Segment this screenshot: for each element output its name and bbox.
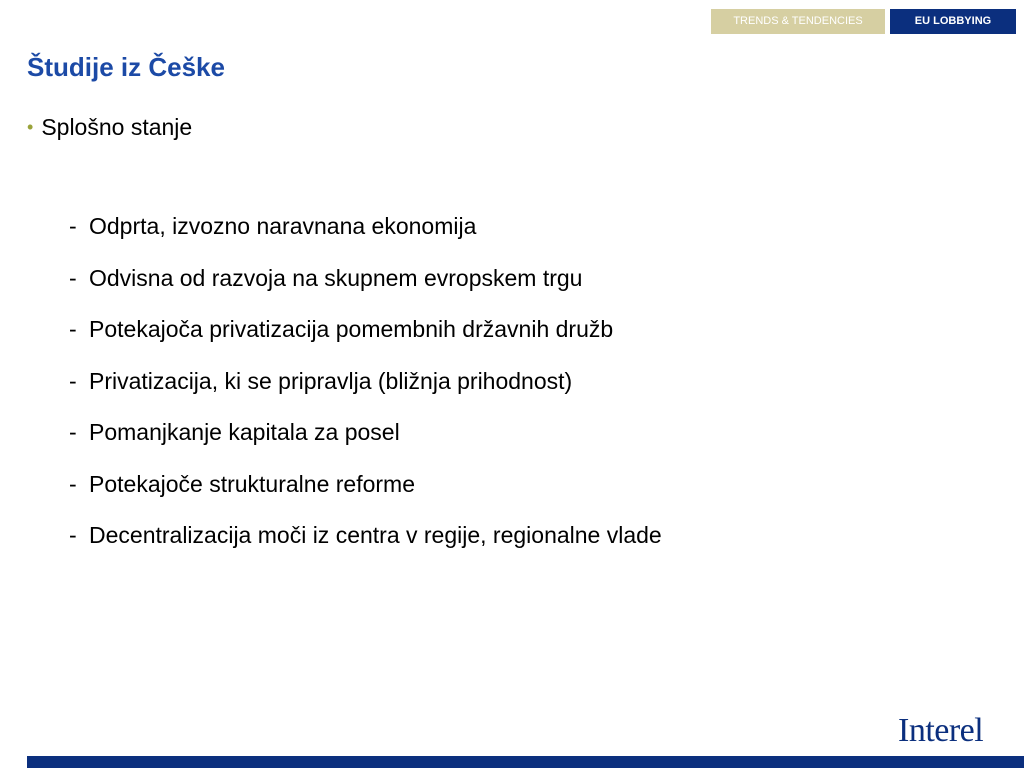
list-item: [69, 471, 662, 523]
list-item: [69, 522, 662, 574]
list-item: [69, 368, 662, 420]
interel-logo: Interel: [898, 712, 984, 749]
list-item-text: Privatizacija, ki se pripravlja (bližnja prihodnost): [89, 367, 573, 394]
footer-bar: [27, 756, 1024, 768]
list-item-text: Potekajoče strukturalne reforme: [89, 470, 415, 497]
list-item-text: Potekajoča privatizacija pomembnih državnih družb: [89, 316, 614, 342]
tab-trends-tendencies[interactable]: TRENDS & TENDENCIES: [711, 9, 885, 34]
list-item-text: Decentralizacija moči iz centra v regije, regionalne vlade: [89, 522, 662, 548]
list-item-text: Pomanjkanje kapitala za posel: [89, 419, 400, 445]
main-bullet-text: Splošno stanje: [41, 114, 193, 140]
main-bullet: [27, 114, 192, 141]
list-item: [69, 316, 662, 368]
header-tabs: [711, 9, 1016, 34]
dash-icon: -: [69, 264, 77, 291]
list-item-text: Odprta, izvozno naravnana ekonomija: [89, 213, 477, 239]
list-item: [69, 213, 662, 265]
dash-icon: -: [69, 367, 77, 394]
list-item: [69, 419, 662, 471]
bullet-dot-icon: •: [27, 117, 34, 137]
list-item: [69, 265, 662, 317]
dash-icon: -: [69, 522, 77, 548]
sub-bullet-list: [69, 213, 662, 574]
dash-icon: -: [69, 470, 77, 497]
tab-eu-lobbying[interactable]: EU LOBBYING: [890, 9, 1016, 34]
slide-title: Študije iz Češke: [27, 52, 225, 82]
dash-icon: -: [69, 213, 77, 239]
list-item-text: Odvisna od razvoja na skupnem evropskem trgu: [89, 264, 583, 291]
dash-icon: -: [69, 419, 77, 445]
dash-icon: -: [69, 316, 77, 342]
